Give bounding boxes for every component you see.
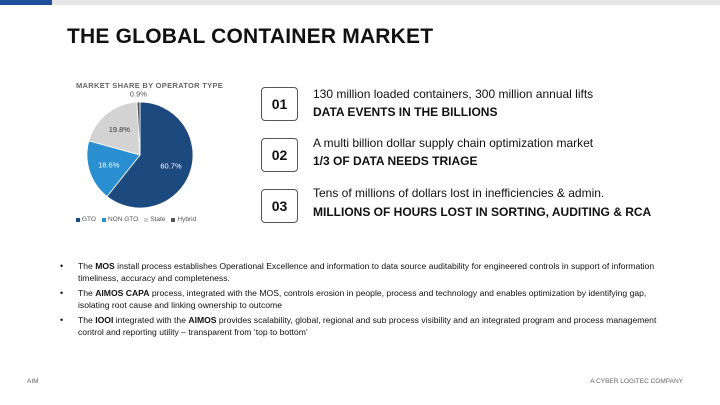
bullet-item: • The MOS install process establishes Operational Excellence and information to data source auditability for engineered controls in support of information timeliness, accuracy and completeness. [58, 260, 658, 284]
pie-label-hybrid: 0.9% [129, 89, 147, 99]
legend-item-non-gto: NON GTO [102, 216, 138, 223]
point-1-description: 130 million loaded containers, 300 million annual lifts [313, 87, 594, 101]
point-1-headline: DATA EVENTS IN THE BILLIONS [313, 105, 498, 119]
point-number-02: 02 [261, 138, 298, 172]
chart-legend [76, 216, 196, 223]
legend-swatch-gto [76, 218, 80, 222]
point-3-description: Tens of millions of dollars lost in inefficiencies & admin. [313, 186, 605, 200]
point-number-01: 01 [261, 87, 298, 121]
footer-brand: AIM [27, 378, 39, 385]
point-number-03: 03 [261, 189, 298, 223]
slide-title: THE GLOBAL CONTAINER MARKET [67, 25, 434, 48]
top-bar-accent [0, 0, 52, 5]
pie-label-gto: 60.7% [160, 161, 182, 171]
footer-company: A CYBER LOGITEC COMPANY [590, 378, 683, 385]
point-2-headline: 1/3 OF DATA NEEDS TRIAGE [313, 154, 478, 168]
legend-swatch-hybrid [171, 218, 175, 222]
chart-title: MARKET SHARE BY OPERATOR TYPE [76, 81, 224, 90]
legend-item-hybrid: Hybrid [171, 216, 196, 223]
pie-label-non-gto: 18.6% [98, 160, 120, 170]
legend-swatch-non-gto [102, 218, 106, 222]
legend-swatch-state [144, 218, 148, 222]
pie-chart [80, 89, 200, 215]
point-2-description: A multi billion dollar supply chain optimization market [313, 136, 594, 150]
legend-item-state: State [144, 216, 165, 223]
legend-item-gto: GTO [76, 216, 96, 223]
point-3-headline: MILLIONS OF HOURS LOST IN SORTING, AUDITING & RCA [313, 205, 652, 219]
bullet-item: • The IOOI integrated with the AIMOS provides scalability, global, regional and sub process visibility and an integrated program and process management control and reporting utility – transparent from ‘top to bottom’ [58, 314, 658, 338]
bullet-list [58, 260, 658, 341]
pie-label-state: 19.8% [108, 124, 131, 134]
bullet-item: • The AIMOS CAPA process, integrated with the MOS, controls erosion in people, process and technology and enables optimization by identifying gap, isolating root cause and linking ownership to outcome [58, 287, 658, 311]
top-bar [0, 0, 720, 5]
